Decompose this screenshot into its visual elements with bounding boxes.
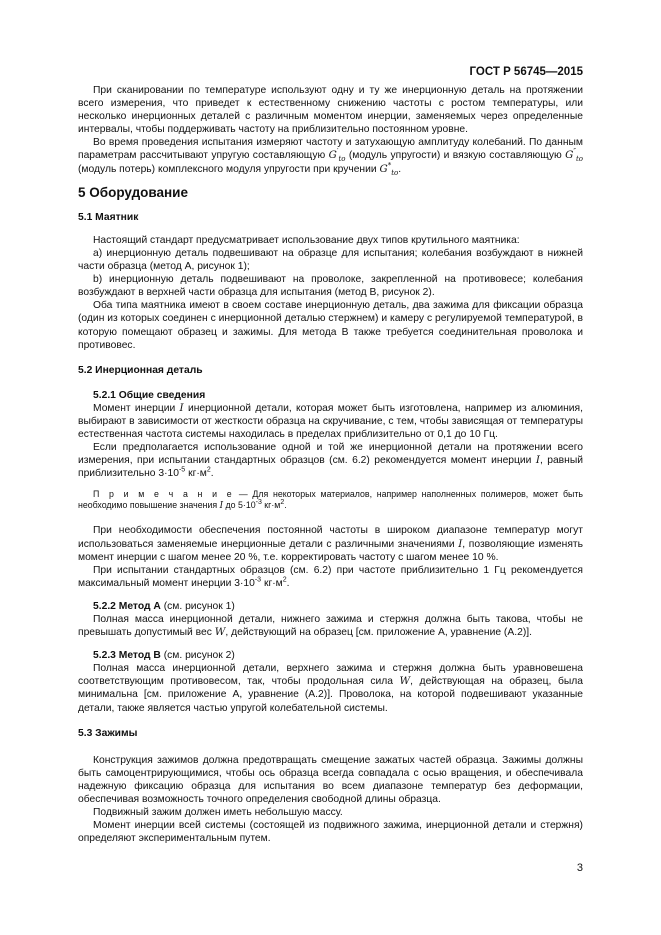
- section-5-2-3-paragraph: Полная масса инерционной детали, верхнего зажима и стержня должна быть уравновешена соответствующим противовесом, так, чтобы продольная сила W, действующая на образец, была минимальна [см. приложение А, уравнение (А.2)]. Проволока, на которой подвешивают указанные детали, также является частью упругой колебательной системы.: [78, 663, 583, 714]
- section-5-1-paragraph-4: Оба типа маятника имеют в своем составе инерционную деталь, два зажима для фиксации образца (один из которых соединен с инерционной деталью стержнем) и камеру с регулируемой температурой, в которую помещают образец и зажимы. Для метода В также требуется соединительная проволока и противовес.: [78, 300, 583, 351]
- section-5-2-1-paragraph-4: При испытании стандартных образцов (см. 6.2) при частоте приблизительно 1 Гц рекомендуется максимальный момент инерции $3\cdot 10^{-3}$ $кг\cdot м^2$.: [78, 564, 583, 589]
- symbol-i: I: [535, 454, 540, 467]
- section-5-2-3-title: 5.2.3 Метод В (см. рисунок 2): [93, 650, 235, 662]
- intro-p2-text-c: (модуль потерь) комплексного модуля упругости при кручении: [78, 163, 377, 175]
- symbol-w: W: [214, 626, 226, 639]
- symbol-i: I: [458, 537, 463, 550]
- section-5-3-title: 5.3 Зажимы: [78, 727, 138, 739]
- note-label: П р и м е ч а н и е: [93, 489, 235, 500]
- section-5-2-1-paragraph-2: Если предполагается использование одной и той же инерционной детали на протяжении всего измерения, при испытании стандартных образцов (см. 6.2) рекомендуется момент инерции I, равный приблизительно $3\cdot 10^{-5}$ $кг\cdot м^2$.: [78, 442, 583, 480]
- page-body: [78, 84, 583, 845]
- symbol-i: I: [219, 501, 224, 512]
- section-5-title: 5 Оборудование: [78, 184, 188, 200]
- section-5-1-item-b: b) инерционную деталь подвешивают на проволоке, закрепленной на противовесе; колебания возбуждают в верхней части образца для испытания (метод В, рисунок 2).: [78, 274, 583, 299]
- intro-p2-text-b: (модуль упругости) и вязкую составляющую: [348, 150, 562, 162]
- section-5-1-paragraph-1: Настоящий стандарт предусматривает использование двух типов крутильного маятника:: [93, 234, 520, 246]
- section-5-1-title: 5.1 Маятник: [78, 211, 139, 223]
- intro-p2-text-a: Во время проведения испытания измеряют частоту и затухающую амплитуду колебаний. По данным параметрам рассчитывают упругую составляющую: [78, 137, 583, 162]
- symbol-g-star: $G^*_{to}$: [379, 161, 399, 177]
- intro-paragraph-2: Во время проведения испытания измеряют частоту и затухающую амплитуду колебаний. По данным параметрам рассчитывают упругую составляющую $G'_{to}$ (модуль упругости) и вязкую составляющую $G''_{to}$ (модуль потерь) комплексного модуля упругости при кручении $G^*_{to}$.: [78, 137, 583, 177]
- section-5-2-1-paragraph-1: Момент инерции I инерционной детали, которая может быть изготовлена, например из алюминия, выбирают в зависимости от жесткости образца на скручивание, с тем, чтобы зависящая от температуры естественная частота системы находилась в пределах приблизительно от 0,1 до 10 Гц.: [78, 401, 583, 441]
- section-5-3-paragraph-2: Подвижный зажим должен иметь небольшую массу.: [93, 807, 343, 819]
- section-5-1-item-a: a) инерционную деталь подвешивают на образце для испытания; колебания возбуждают в нижней части образца (метод А, рисунок 1);: [78, 247, 583, 273]
- section-5-2-1-title: 5.2.1 Общие сведения: [93, 389, 206, 401]
- symbol-g-prime: $G'_{to}$: [328, 148, 346, 164]
- section-5-2-2-paragraph: Полная масса инерционной детали, нижнего зажима и стержня должна быть такова, чтобы не превышать допустимый вес W, действующий на образец [см. приложение А, уравнение (А.2)].: [78, 614, 583, 639]
- section-5-2-title: 5.2 Инерционная деталь: [78, 364, 203, 376]
- section-5-2-2-title: 5.2.2 Метод А (см. рисунок 1): [93, 600, 235, 612]
- section-5-2-1-paragraph-3: При необходимости обеспечения постоянной частоты в широком диапазоне температур могут использоваться заменяемые инерционные детали с различными значениями I, позволяющие изменять момент инерции с шагом менее 20 %, т.е. корректировать частоту с шагом менее 10 %.: [78, 525, 583, 563]
- page-number: 3: [576, 862, 583, 874]
- section-5-3-paragraph-3: Момент инерции всей системы (состоящей из подвижного зажима, инерционной детали и стержня) определяют экспериментальным путем.: [78, 820, 583, 845]
- note: П р и м е ч а н и е — Для некоторых материалов, например наполненных полимеров, может быть необходимо повышение значения I до $5\cdot 10^{-3}$ $кг\cdot м^2$.: [78, 489, 583, 512]
- document-standard-number: ГОСТ Р 56745—2015: [469, 66, 583, 78]
- section-5-3-paragraph-1: Конструкция зажимов должна предотвращать смещение зажатых частей образца. Зажимы должны быть самоцентрирующимися, чтобы ось образца всегда совпадала с осью вращения, и обеспечивала надежную фиксацию образца для испытания во всем диапазоне температур без деформации, обеспечивая возможность точного определения свободной длины образца.: [78, 754, 583, 806]
- intro-paragraph-1: При сканировании по температуре используют одну и ту же инерционную деталь на протяжении всего измерения, что приведет к естественному снижению частоты с ростом температуры, или несколько инерционных деталей с различным моментом инерции, заменяемых через определенные интервалы, чтобы поддерживать частоту на приблизительно постоянном уровне.: [78, 85, 583, 136]
- symbol-g-double-prime: $G''_{to}$: [565, 148, 583, 164]
- symbol-w: W: [399, 675, 411, 688]
- symbol-i: I: [179, 401, 184, 414]
